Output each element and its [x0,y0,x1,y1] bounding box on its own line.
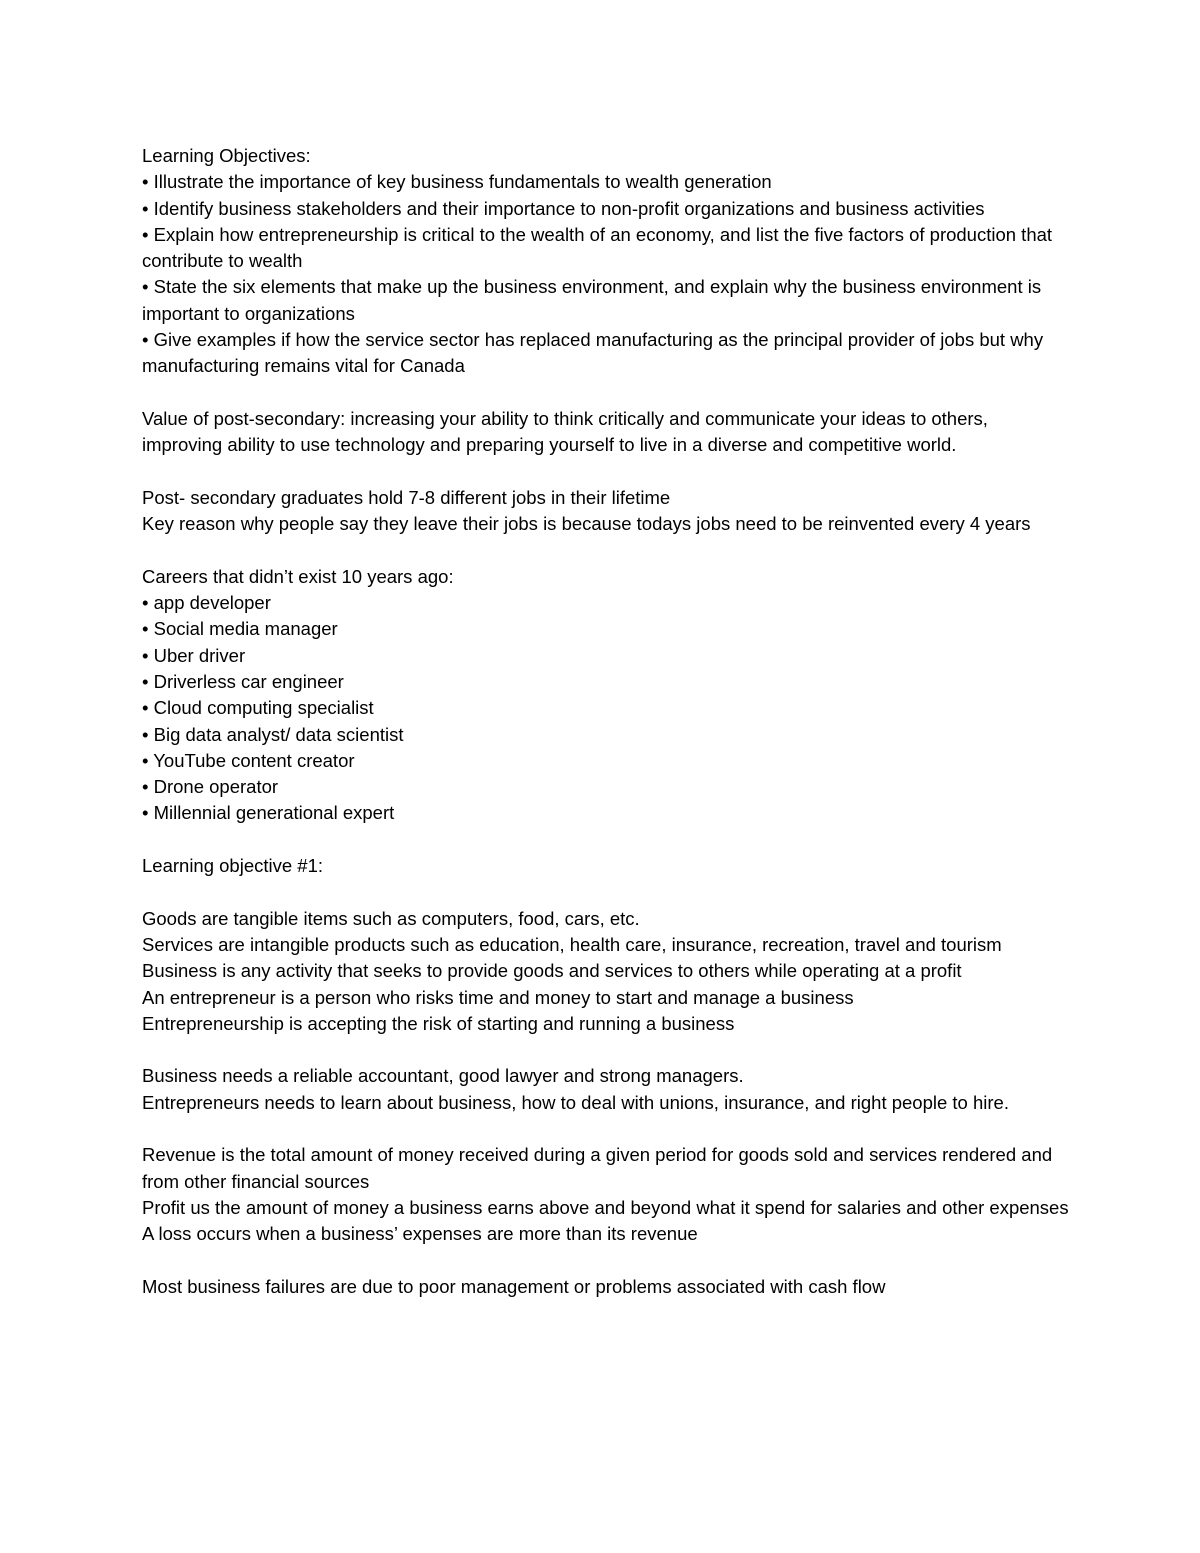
definition-line: Entrepreneurship is accepting the risk of starting and running a business [142,1012,735,1034]
career-item: • app developer [142,592,271,614]
spacer [142,1247,1072,1273]
spacer [142,1037,1072,1063]
career-item: • Big data analyst/ data scientist [142,723,404,745]
spacer [142,879,1072,905]
learning-objective-1-heading: Learning objective #1: [142,855,324,877]
learning-objectives-heading: Learning Objectives: [142,145,311,166]
definition-line: Goods are tangible items such as computers, food, cars, etc. [142,907,640,929]
career-item: • Drone operator [142,776,279,798]
financial-line: Profit us the amount of money a business earns above and beyond what it spend for salaries and other expenses [142,1196,1069,1218]
spacer [142,459,1072,485]
business-needs-line: Entrepreneurs needs to learn about business, how to deal with unions, insurance, and right people to hire. [142,1091,1009,1113]
career-item: • YouTube content creator [142,749,355,771]
financial-line: Revenue is the total amount of money received during a given period for goods sold and services rendered and from other financial sources [142,1144,1058,1192]
career-item: • Driverless car engineer [142,670,344,692]
definition-line: Business is any activity that seeks to provide goods and services to others while operating at a profit [142,960,962,982]
spacer [142,827,1072,853]
objective-item: • Identify business stakeholders and their importance to non-profit organizations and business activities [142,197,985,219]
jobs-line: Key reason why people say they leave their jobs is because todays jobs need to be reinvented every 4 years [142,513,1031,535]
career-item: • Cloud computing specialist [142,697,374,719]
value-paragraph: Value of post-secondary: increasing your ability to think critically and communicate your ideas to others, improving ability to use technology and preparing yourself to live in a diverse and competitive world. [142,407,994,456]
career-item: • Social media manager [142,618,338,640]
spacer [142,537,1072,563]
career-item: • Millennial generational expert [142,802,395,824]
failures-line: Most business failures are due to poor management or problems associated with cash flow [142,1275,886,1297]
definition-line: Services are intangible products such as education, health care, insurance, recreation, travel and tourism [142,933,1002,955]
objective-item: • State the six elements that make up the business environment, and explain why the business environment is important to organizations [142,276,1047,324]
objective-item: • Give examples if how the service sector has replaced manufacturing as the principal provider of jobs but why manufacturing remains vital for Canada [142,329,1049,377]
spacer [142,380,1072,406]
definition-line: An entrepreneur is a person who risks time and money to start and manage a business [142,986,854,1008]
business-needs-line: Business needs a reliable accountant, good lawyer and strong managers. [142,1065,744,1087]
career-item: • Uber driver [142,644,246,666]
jobs-line: Post- secondary graduates hold 7-8 different jobs in their lifetime [142,486,671,508]
objective-item: • Explain how entrepreneurship is critical to the wealth of an economy, and list the five factors of production that contribute to wealth [142,223,1058,272]
document-body [142,143,1072,1300]
financial-line: A loss occurs when a business’ expenses are more than its revenue [142,1223,698,1245]
spacer [142,1116,1072,1142]
objective-item: • Illustrate the importance of key business fundamentals to wealth generation [142,171,772,193]
careers-heading: Careers that didn’t exist 10 years ago: [142,565,454,587]
